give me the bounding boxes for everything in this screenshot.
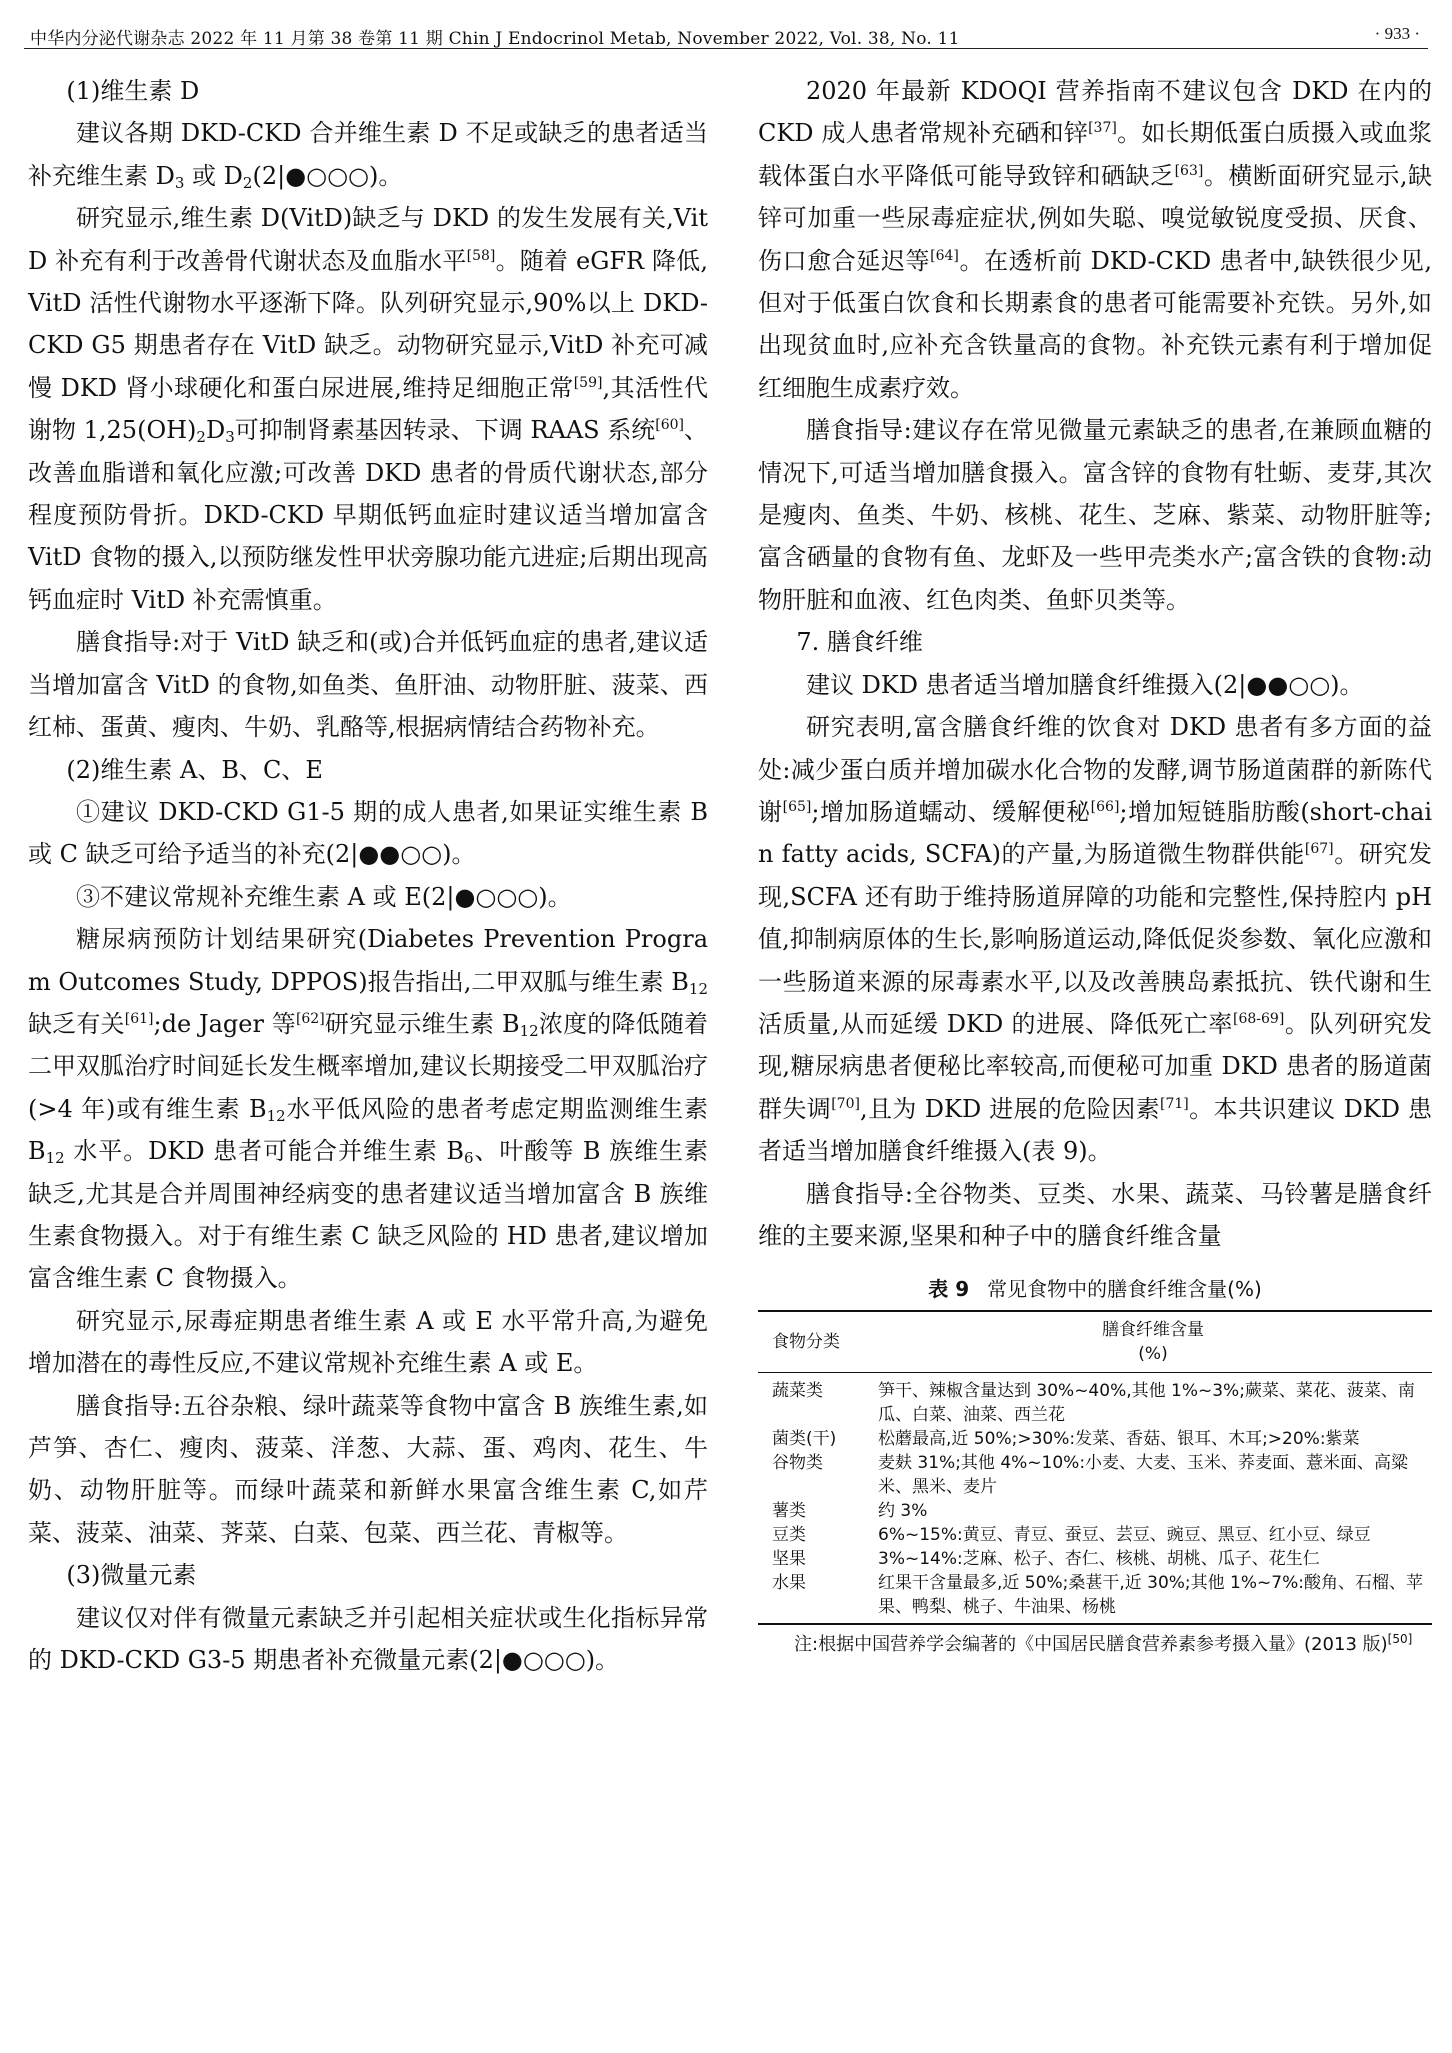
paragraph: 膳食指导:建议存在常见微量元素缺乏的患者,在兼顾血糖的情况下,可适当增加膳食摄入。富含锌的食物有牡蛎、麦芽,其次是瘦肉、鱼类、牛奶、核桃、花生、芝麻、紫菜、动物肝脏等;富含硒量的食物有鱼、龙虾及一些甲壳类水产;富含铁的食物:动物肝脏和血液、红色肉类、鱼虾贝类等。 [758, 416, 1432, 614]
food-category-cell: 豆类 [772, 1525, 806, 1546]
paragraph: 糖尿病预防计划结果研究(Diabetes Prevention Program Outcomes Study, DPPOS)报告指出,二甲双胍与维生素 $B_{12}$缺乏有关[61];de Jager 等[62]研究显示维生素 $B_{12}$浓度的降低随着二甲双胍治疗时间延长发生概率增加,建议长期接受二甲双胍治疗(>4 年)或有维生素 $B_{12}$水平低风险的患者考虑定期监测维生素 $B_{12}$ 水平。DKD 患者可能合并维生素 $B_6$、叶酸等 B 族维生素缺乏,尤其是合并周围神经病变的患者建议适当增加富含 B 族维生素食物摄入。对于有维生素 C 缺乏风险的 HD 患者,建议增加富含维生素 C 食物摄入。 [28, 925, 709, 1293]
table-caption [758, 1273, 1432, 1302]
paragraph: 建议仅对伴有微量元素缺乏并引起相关症状或生化指标异常的 DKD-CKD G3-5 期患者补充微量元素(2|●○○○)。 [28, 1603, 708, 1675]
food-category-cell: 蔬菜类 [772, 1381, 823, 1402]
running-header [24, 14, 1428, 49]
journal-citation: 中华内分泌代谢杂志 2022 年 11 月第 38 卷第 11 期 Chin J Endocrinol Metab, November 2022, Vol. 38, No. 11 [30, 29, 960, 49]
table-row [758, 1499, 1432, 1523]
paragraph: 膳食指导:五谷杂粮、绿叶蔬菜等食物中富含 B 族维生素,如芦笋、杏仁、瘦肉、菠菜、洋葱、大蒜、蛋、鸡肉、花生、牛奶、动物肝脏等。而绿叶蔬菜和新鲜水果富含维生素 C,如芹菜、菠菜、油菜、荠菜、白菜、包菜、西兰花、青椒等。 [28, 1391, 708, 1547]
fiber-content-cell: 3%~14%:芝麻、松子、杏仁、核桃、胡桃、瓜子、花生仁 [878, 1549, 1320, 1570]
paragraph: 2020 年最新 KDOQI 营养指南不建议包含 DKD 在内的 CKD 成人患者常规补充硒和锌[37]。如长期低蛋白质摄入或血浆载体蛋白水平降低可能导致锌和硒缺乏[63]。横断面研究显示,缺锌可加重一些尿毒症症状,例如失聪、嗅觉敏锐度受损、厌食、伤口愈合延迟等[64]。在透析前 DKD-CKD 患者中,缺铁很少见,但对于低蛋白饮食和长期素食的患者可能需要补充铁。另外,如出现贫血时,应补充含铁量高的食物。补充铁元素有利于增加促红细胞生成素疗效。 [758, 77, 1433, 402]
food-category-cell: 菌类(干) [772, 1429, 837, 1450]
fiber-content-cell: 6%~15%:黄豆、青豆、蚕豆、芸豆、豌豆、黑豆、红小豆、绿豆 [878, 1525, 1371, 1546]
table-row [758, 1373, 1432, 1428]
table-row [758, 1427, 1432, 1451]
paragraph: ③不建议常规补充维生素 A 或 E(2|●○○○)。 [76, 882, 572, 911]
food-category-cell: 谷物类 [772, 1453, 823, 1474]
section-heading-dietary-fiber: 7. 膳食纤维 [796, 628, 923, 657]
fiber-content-cell: 松蘑最高,近 50%;>30%:发菜、香菇、银耳、木耳;>20%:紫菜 [878, 1429, 1360, 1450]
paragraph: 建议各期 DKD-CKD 合并维生素 D 不足或缺乏的患者适当补充维生素 $D_3$ 或 $D_2(2|●○○○)$。 [28, 119, 708, 192]
fiber-content-table [758, 1310, 1432, 1625]
fiber-content-cell: 笋干、辣椒含量达到 30%~40%,其他 1%~3%;蕨菜、菜花、菠菜、南瓜、白菜、油菜、西兰花 [878, 1381, 1415, 1426]
food-category-cell: 水果 [772, 1573, 806, 1594]
table-note: 注:根据中国营养学会编著的《中国居民膳食营养素参考摄入量》(2013 版)[50] [794, 1632, 1413, 1656]
table-title: 常见食物中的膳食纤维含量(%) [987, 1277, 1262, 1302]
table-row [758, 1547, 1432, 1571]
table-header-row [758, 1311, 1432, 1373]
table-row [758, 1523, 1432, 1547]
header-food-category: 食物分类 [772, 1332, 840, 1353]
left-column [28, 70, 708, 1681]
section-heading-trace-elements: (3)微量元素 [66, 1561, 197, 1590]
paragraph: 膳食指导:全谷物类、豆类、水果、蔬菜、马铃薯是膳食纤维的主要来源,坚果和种子中的膳食纤维含量 [758, 1179, 1432, 1250]
paragraph: 建议 DKD 患者适当增加膳食纤维摄入(2|●●○○)。 [806, 670, 1364, 699]
right-column [758, 70, 1432, 1659]
fiber-content-cell: 约 3% [878, 1501, 928, 1522]
paragraph: 膳食指导:对于 VitD 缺乏和(或)合并低钙血症的患者,建议适当增加富含 VitD 的食物,如鱼类、鱼肝油、动物肝脏、菠菜、西红柿、蛋黄、瘦肉、牛奶、乳酪等,根据病情结合药物补充。 [28, 628, 708, 742]
table-number: 表 9 [928, 1277, 970, 1302]
fiber-content-cell: 红果干含量最多,近 50%;桑葚干,近 30%;其他 1%~7%:酸角、石榴、苹果、鸭梨、桃子、牛油果、杨桃 [878, 1573, 1423, 1618]
table-row [758, 1571, 1432, 1624]
paragraph: 研究显示,尿毒症期患者维生素 A 或 E 水平常升高,为避免增加潜在的毒性反应,不建议常规补充维生素 A 或 E。 [28, 1306, 708, 1378]
paragraph: 研究表明,富含膳食纤维的饮食对 DKD 患者有多方面的益处:减少蛋白质并增加碳水化合物的发酵,调节肠道菌群的新陈代谢[65];增加肠道蠕动、缓解便秘[66];增加短链脂肪酸(short-chain fatty acids, SCFA)的产量,为肠道微生物群供能[67]。研究发现,SCFA 还有助于维持肠道屏障的功能和完整性,保持腔内 pH 值,抑制病原体的生长,影响肠道运动,降低促炎参数、氧化应激和一些肠道来源的尿毒素水平,以及改善胰岛素抵抗、铁代谢和生活质量,从而延缓 DKD 的进展、降低死亡率[68-69]。队列研究发现,糖尿病患者便秘比率较高,而便秘可加重 DKD 患者的肠道菌群失调[70],且为 DKD 进展的危险因素[71]。本共识建议 DKD 患者适当增加膳食纤维摄入(表 9)。 [758, 713, 1433, 1166]
food-category-cell: 薯类 [772, 1501, 806, 1522]
section-heading-vitamin-d: (1)维生素 D [66, 77, 200, 105]
paragraph: 研究显示,维生素 D(VitD)缺乏与 DKD 的发生发展有关,VitD 补充有利于改善骨代谢状态及血脂水平[58]。随着 eGFR 降低,VitD 活性代谢物水平逐渐下降。队列研究显示,90%以上 DKD-CKD G5 期患者存在 VitD 缺乏。动物研究显示,VitD 补充可减慢 DKD 肾小球硬化和蛋白尿进展,维持足细胞正常[59],其活性代谢物 $1,25(OH)_2D_3$可抑制肾素基因转录、下调 RAAS 系统[60]、改善血脂谱和氧化应激;可改善 DKD 患者的骨质代谢状态,部分程度预防骨折。DKD-CKD 早期低钙血症时建议适当增加富含 VitD 食物的摄入,以预防继发性甲状旁腺功能亢进症;后期出现高钙血症时 VitD 补充需慎重。 [28, 204, 709, 614]
table-row [758, 1451, 1432, 1499]
section-heading-vitamins-abce: (2)维生素 A、B、C、E [66, 755, 323, 784]
paragraph: ①建议 DKD-CKD G1-5 期的成人患者,如果证实维生素 B 或 C 缺乏可给予适当的补充(2|●●○○)。 [28, 797, 708, 869]
food-category-cell: 坚果 [772, 1549, 806, 1570]
header-fiber-content: 膳食纤维含量 (%) [1102, 1320, 1204, 1365]
fiber-content-cell: 麦麸 31%;其他 4%~10%:小麦、大麦、玉米、荞麦面、薏米面、高粱米、黑米、麦片 [878, 1453, 1409, 1498]
page-number: · 933 · [1374, 24, 1420, 43]
